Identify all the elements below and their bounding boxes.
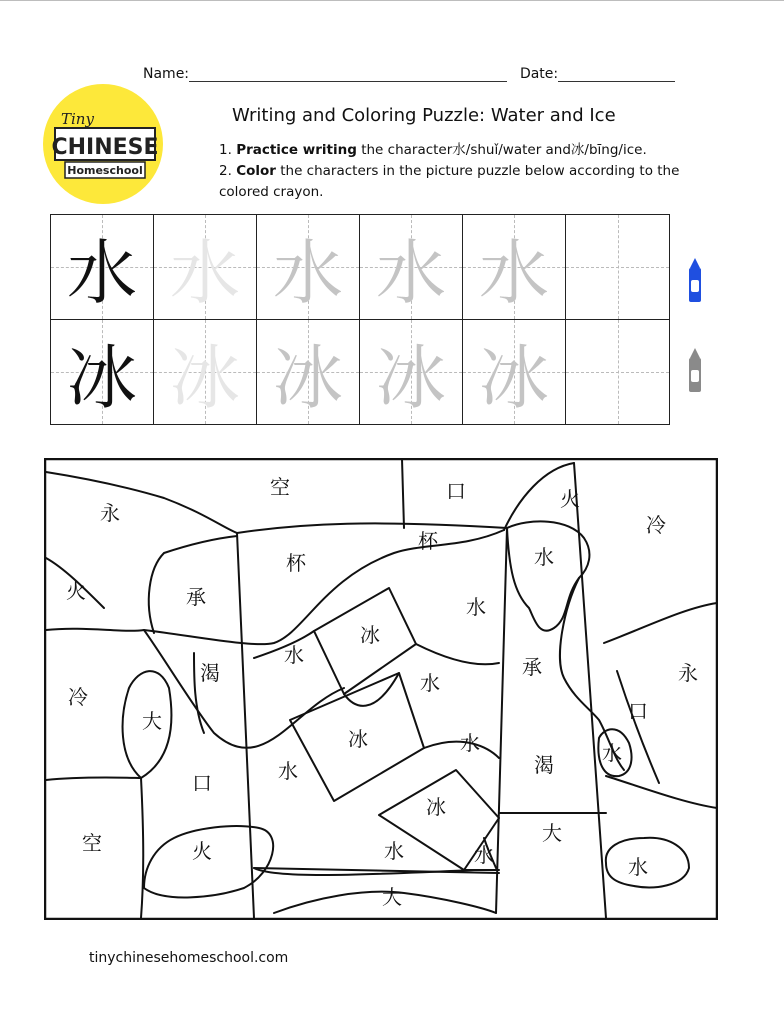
- puzzle-label-da-left[interactable]: 大: [142, 709, 162, 733]
- practice-cell[interactable]: [257, 320, 360, 424]
- puzzle-label-huo-bottom[interactable]: 火: [192, 839, 212, 863]
- instruction-2: 2. Color the characters in the picture puzzle below according to the colored crayon.: [219, 163, 680, 200]
- puzzle-label-cheng-right[interactable]: 承: [522, 655, 542, 679]
- practice-row-water: [50, 214, 670, 320]
- practice-cell[interactable]: [257, 215, 360, 319]
- practice-cell[interactable]: [463, 215, 566, 319]
- trace-character: 冰: [170, 336, 240, 419]
- logo-homeschool-text: Homeschool: [67, 164, 143, 177]
- puzzle-label-shui-center-3[interactable]: 水: [460, 731, 480, 755]
- trace-character: 水: [479, 231, 549, 314]
- puzzle-label-kou-right[interactable]: 口: [628, 699, 648, 723]
- practice-cell[interactable]: [566, 320, 669, 424]
- trace-character: 冰: [376, 336, 446, 419]
- puzzle-label-shui-upper-right[interactable]: 水: [534, 545, 554, 569]
- practice-cell[interactable]: [154, 320, 257, 424]
- puzzle-label-shui-bottom-1[interactable]: 水: [384, 839, 404, 863]
- puzzle-label-yong-right[interactable]: 永: [678, 661, 698, 685]
- puzzle-label-yong-left[interactable]: 永: [100, 501, 120, 525]
- date-field[interactable]: [558, 67, 675, 82]
- logo-tiny-text: Tiny: [61, 110, 94, 128]
- puzzle-label-huo-top-right[interactable]: 火: [560, 487, 580, 511]
- practice-cell[interactable]: [566, 215, 669, 319]
- puzzle-label-shui-mid-right[interactable]: 水: [466, 595, 486, 619]
- puzzle-label-kou-top[interactable]: 口: [446, 479, 466, 503]
- trace-character: 水: [376, 231, 446, 314]
- puzzle-label-da-bottom[interactable]: 大: [382, 885, 402, 909]
- puzzle-label-huo-left[interactable]: 火: [66, 579, 86, 603]
- puzzle-label-kou-left[interactable]: 口: [192, 771, 212, 795]
- crayon-icon: [688, 258, 702, 302]
- coloring-puzzle: [44, 458, 718, 920]
- puzzle-label-kong-top[interactable]: 空: [270, 475, 290, 499]
- puzzle-label-ke-right[interactable]: 渴: [534, 753, 554, 777]
- instructions: [219, 140, 689, 203]
- practice-row-ice: [50, 319, 670, 425]
- trace-character: 水: [273, 231, 343, 314]
- puzzle-label-da-right[interactable]: 大: [542, 821, 562, 845]
- model-character: 水: [67, 231, 137, 314]
- worksheet-title: Writing and Coloring Puzzle: Water and Ice: [232, 105, 616, 126]
- name-label: Name:: [143, 66, 190, 82]
- puzzle-label-leng-right[interactable]: 冷: [646, 513, 666, 537]
- puzzle-label-bei-left[interactable]: 杯: [286, 551, 306, 575]
- trace-character: 水: [170, 231, 240, 314]
- top-border-line: [0, 0, 784, 1]
- puzzle-label-shui-island[interactable]: 水: [628, 855, 648, 879]
- puzzle-label-shui-center-1[interactable]: 水: [284, 643, 304, 667]
- name-date-row: [143, 66, 675, 82]
- model-character: 冰: [67, 336, 137, 419]
- instruction-1: 1. Practice writing the character水/shuǐ/water and冰/bīng/ice.: [219, 142, 647, 158]
- puzzle-label-cheng-left[interactable]: 承: [186, 585, 206, 609]
- crayon-icon: [688, 348, 702, 392]
- puzzle-label-shui-bottom-2[interactable]: 水: [474, 843, 494, 867]
- logo-chinese-text: CHINESE: [51, 135, 159, 160]
- puzzle-label-leng-left[interactable]: 冷: [68, 685, 88, 709]
- puzzle-label-bing-2[interactable]: 冰: [348, 727, 368, 751]
- website-url: tinychinesehomeschool.com: [89, 950, 289, 966]
- puzzle-label-shui-lake[interactable]: 水: [602, 741, 622, 765]
- puzzle-label-bei-mid[interactable]: 杯: [418, 529, 438, 553]
- practice-cell[interactable]: [463, 320, 566, 424]
- puzzle-label-shui-center-4[interactable]: 水: [278, 759, 298, 783]
- practice-cell[interactable]: [360, 215, 463, 319]
- puzzle-label-bing-3[interactable]: 冰: [426, 795, 446, 819]
- puzzle-label-kong-bottom[interactable]: 空: [82, 831, 102, 855]
- name-field[interactable]: [189, 67, 507, 82]
- practice-cell[interactable]: [51, 215, 154, 319]
- trace-character: 冰: [479, 336, 549, 419]
- practice-cell[interactable]: [51, 320, 154, 424]
- puzzle-label-shui-center-2[interactable]: 水: [420, 671, 440, 695]
- puzzle-label-bing-1[interactable]: 冰: [360, 623, 380, 647]
- trace-character: 冰: [273, 336, 343, 419]
- practice-cell[interactable]: [154, 215, 257, 319]
- puzzle-label-ke-left[interactable]: 渴: [200, 661, 220, 685]
- date-label: Date:: [519, 66, 559, 82]
- practice-cell[interactable]: [360, 320, 463, 424]
- tiny-chinese-homeschool-logo: [39, 84, 167, 204]
